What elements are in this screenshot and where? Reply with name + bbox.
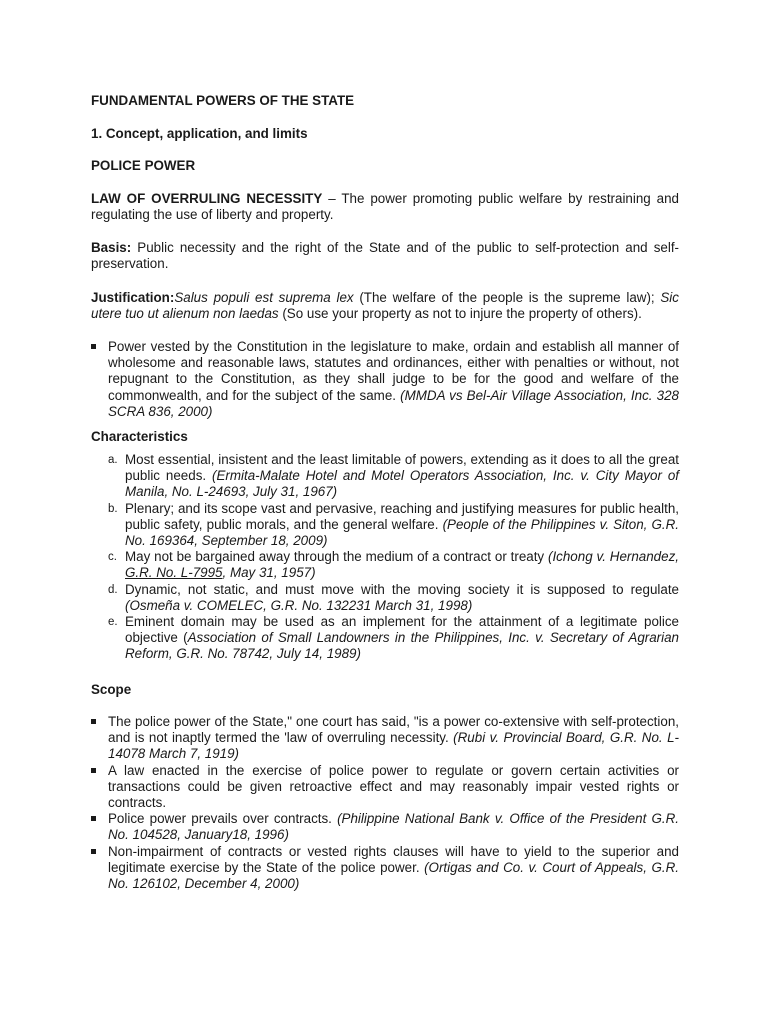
basis-label: Basis: <box>91 240 132 255</box>
list-marker: a. <box>108 454 118 466</box>
list-item <box>91 714 679 763</box>
characteristics-heading: Characteristics <box>91 429 188 444</box>
list-item <box>91 763 679 812</box>
scope-list <box>91 714 679 892</box>
section-heading: 1. Concept, application, and limits <box>91 126 308 141</box>
list-marker: d. <box>108 583 118 596</box>
justification-latin-2: Sic utere tuo ut alienum non laedas <box>91 290 679 322</box>
justification-paragraph <box>91 290 679 322</box>
item-text: Dynamic, not static, and must move with the moving society it is supposed to regulate <box>125 581 679 597</box>
item-text: Most essential, insistent and the least limitable of powers, extending as it does to all the great public needs. <box>125 452 679 484</box>
item-text: Police power prevails over contracts. <box>108 811 338 827</box>
list-item <box>108 614 679 663</box>
item-text: Non-impairment of contracts or vested rights clauses will have to yield to the superior and legitimate exercise by the State of the police power. <box>108 843 679 875</box>
item-citation: (Ortigas and Co. v. Court of Appeals, G.R. No. 126102, December 4, 2000) <box>108 859 679 892</box>
item-text: A law enacted in the exercise of police power to regulate or govern certain activities or transactions could be given retroactive effect and may reasonably impair vested rights or contracts. <box>108 762 679 811</box>
case-number-link[interactable]: G.R. No. L-7995 <box>125 565 223 581</box>
list-item <box>91 811 679 843</box>
document-title: FUNDAMENTAL POWERS OF THE STATE <box>91 93 355 108</box>
list-item <box>108 582 679 614</box>
power-vested-text: Power vested by the Constitution in the legislature to make, ordain and establish all manner of wholesome and reasonable laws, statutes and ordinances, either with penalties or without, not repugnant to the Constitution, as they shall judge to be for the good and welfare of the commonwealth, and for the subject of the same. <box>108 339 679 403</box>
item-text: The police power of the State," one court has said, "is a power co-extensive with self-protection, and is not inaptly termed the 'law of overruling necessity. <box>108 714 679 746</box>
item-citation: (Rubi v. Provincial Board, G.R. No. L-14078 March 7, 1919) <box>108 730 679 762</box>
item-citation: (Philippine National Bank v. Office of the President G.R. No. 104528, January18, 1996) <box>108 811 679 843</box>
item-citation-end: , May 31, 1957) <box>222 565 316 581</box>
law-overruling-text: – The power promoting public welfare by restraining and regulating the use of liberty and property. <box>91 191 679 223</box>
item-citation: Association of Small Landowners in the Philippines, Inc. v. Secretary of Agrarian Reform, G.R. No. 78742, July 14, 1989) <box>125 630 680 662</box>
item-citation: (Osmeña v. COMELEC, G.R. No. 132231 March 31, 1998) <box>125 597 473 613</box>
list-item <box>108 549 679 581</box>
list-marker: e. <box>108 616 118 629</box>
law-overruling-label: LAW OF OVERRULING NECESSITY <box>91 191 323 206</box>
law-overruling-paragraph <box>91 191 679 223</box>
item-text: Plenary; and its scope vast and pervasive, reaching and justifying measures for public health, public safety, public morals, and the general welfare. <box>125 500 679 532</box>
list-item <box>91 339 679 420</box>
police-power-heading: POLICE POWER <box>91 158 196 173</box>
justification-latin-1: Salus populi est suprema lex <box>174 290 354 305</box>
basis-paragraph <box>91 240 679 272</box>
justification-text-2: (So use your property as not to injure the property of others). <box>278 306 642 322</box>
item-citation: (Ermita-Malate Hotel and Motel Operators Association, Inc. v. City Mayor of Manila, No. L-24693, July 31, 1967) <box>125 468 679 500</box>
item-citation: (Ichong v. Hernandez, <box>547 549 679 565</box>
basis-text: Public necessity and the right of the State and of the public to self-protection and self-preservation. <box>91 240 679 272</box>
item-text: May not be bargained away through the medium of a contract or treaty <box>125 549 548 565</box>
item-citation: (People of the Philippines v. Siton, G.R. No. 169364, September 18, 2009) <box>125 516 679 549</box>
list-item <box>108 452 679 501</box>
list-item <box>91 844 679 893</box>
characteristics-list <box>108 452 679 663</box>
power-vested-citation: (MMDA vs Bel-Air Village Association, Inc. 328 SCRA 836, 2000) <box>108 387 679 419</box>
item-text: Eminent domain may be used as an implement for the attainment of a legitimate police objective ( <box>125 614 679 646</box>
scope-heading: Scope <box>91 682 132 697</box>
power-vested-list <box>91 339 679 420</box>
list-marker: c. <box>108 551 117 564</box>
list-marker: b. <box>108 502 118 515</box>
justification-text-1: (The welfare of the people is the supreme law); <box>353 290 661 305</box>
list-item <box>108 501 679 550</box>
justification-label: Justification: <box>91 290 175 305</box>
